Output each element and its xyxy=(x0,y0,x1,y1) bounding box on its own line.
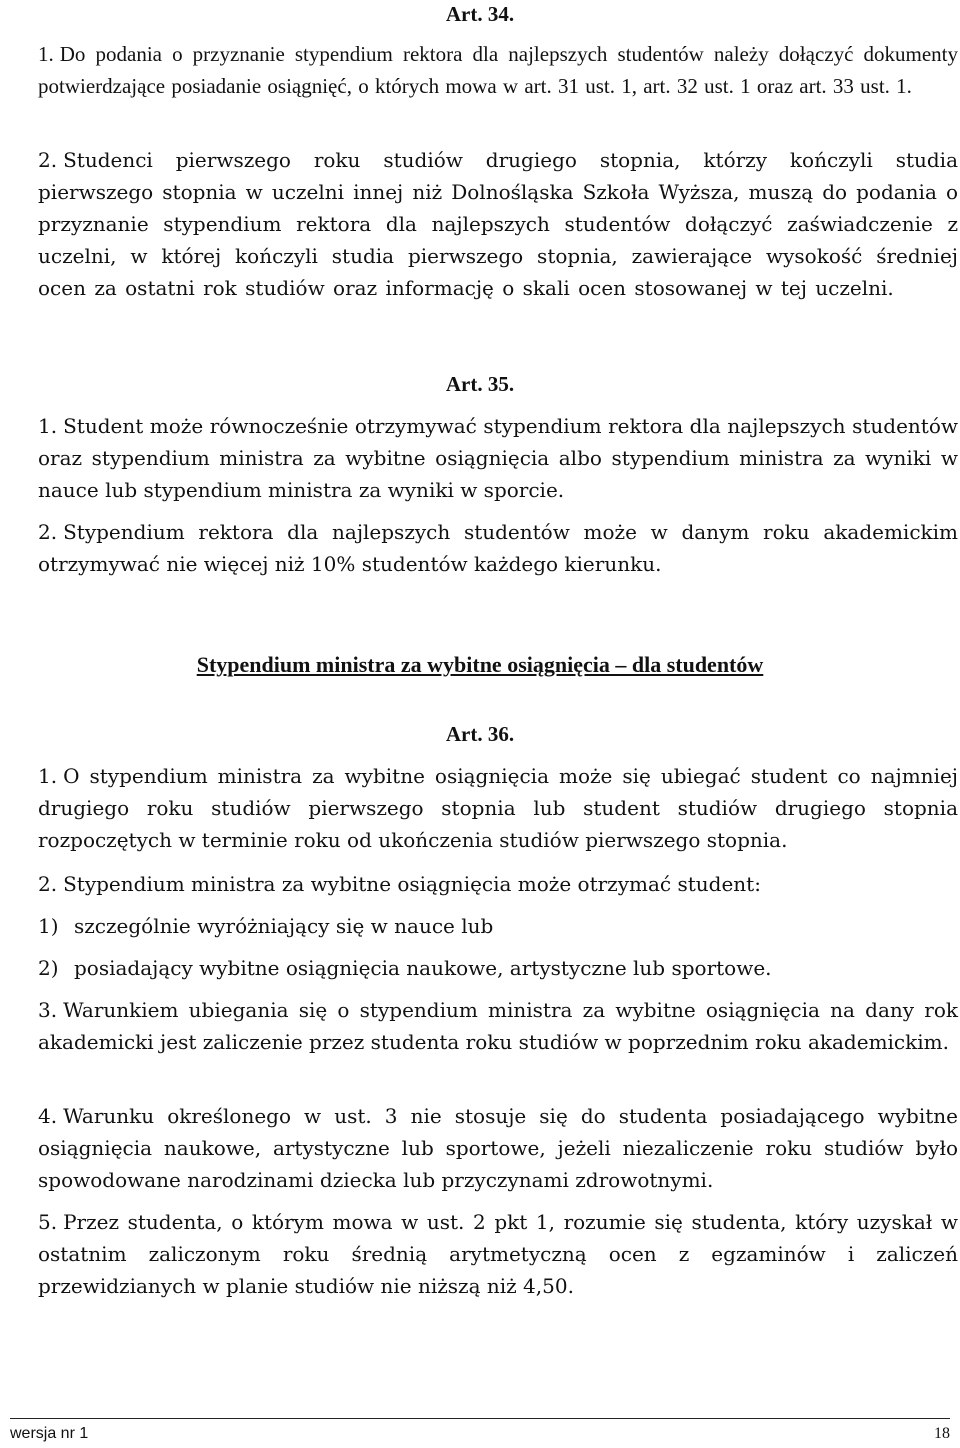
paragraph-number: 3. xyxy=(38,998,58,1022)
art-35-paragraph-1 xyxy=(38,410,958,506)
paragraph-text: Student może równocześnie otrzymywać stypendium rektora dla najlepszych studentów oraz stypendium ministra za wybitne osiągnięcia albo stypendium ministra za wyniki w nauce lub stypendium ministra za wyniki w sporcie. xyxy=(38,414,958,502)
page-number: 18 xyxy=(934,1425,950,1442)
paragraph-number: 2. xyxy=(38,520,58,544)
list-item-text: szczególnie wyróżniający się w nauce lub xyxy=(74,914,494,938)
paragraph-text: Stypendium rektora dla najlepszych studentów może w danym roku akademickim otrzymywać nie więcej niż 10% studentów każdego kierunku. xyxy=(38,520,958,576)
list-item-number: 2) xyxy=(38,956,59,980)
paragraph-number: 1. xyxy=(38,414,58,438)
art-36-paragraph-5 xyxy=(38,1206,958,1302)
paragraph-number: 2. xyxy=(38,148,58,172)
paragraph-text: Warunkiem ubiegania się o stypendium ministra za wybitne osiągnięcia na dany rok akademicki jest zaliczenie przez studenta roku studiów w poprzednim roku akademickim. xyxy=(38,998,958,1054)
paragraph-text: Stypendium ministra za wybitne osiągnięcia może otrzymać student: xyxy=(63,872,761,896)
paragraph-number: 1. xyxy=(38,42,54,66)
version-label: wersja nr 1 xyxy=(10,1425,89,1442)
section-title: Stypendium ministra za wybitne osiągnięcia – dla studentów xyxy=(196,652,764,677)
art-35-heading: Art. 35. xyxy=(445,372,515,396)
page-footer xyxy=(10,1418,950,1445)
art-36-paragraph-4 xyxy=(38,1100,958,1196)
art-36-heading: Art. 36. xyxy=(445,722,515,746)
paragraph-number: 4. xyxy=(38,1104,58,1128)
list-item xyxy=(38,952,958,984)
paragraph-number: 5. xyxy=(38,1210,58,1234)
paragraph-text: Warunku określonego w ust. 3 nie stosuje się do studenta posiadającego wybitne osiągnięcia naukowe, artystyczne lub sportowe, jeżeli niezaliczenie roku studiów było spowodowane narodzinami dziecka lub przyczynami zdrowotnymi. xyxy=(38,1104,958,1192)
art-34-heading: Art. 34. xyxy=(445,2,515,26)
paragraph-text: Do podania o przyznanie stypendium rektora dla najlepszych studentów należy dołączyć dokumenty potwierdzające posiadanie osiągnięć, o których mowa w art. 31 ust. 1, art. 32 ust. 1 oraz art. 33 ust. 1. xyxy=(38,42,958,98)
paragraph-text: O stypendium ministra za wybitne osiągnięcia może się ubiegać student co najmniej drugiego roku studiów pierwszego stopnia lub student studiów drugiego stopnia rozpoczętych w terminie roku od ukończenia studiów pierwszego stopnia. xyxy=(38,764,958,852)
paragraph-text: Studenci pierwszego roku studiów drugiego stopnia, którzy kończyli studia pierwszego stopnia w uczelni innej niż Dolnośląska Szkoła Wyższa, muszą do podania o przyznanie stypendium rektora dla najlepszych studentów dołączyć zaświadczenie z uczelni, w której kończyli studia pierwszego stopnia, zawierające wysokość średniej ocen za ostatni rok studiów oraz informację o skali ocen stosowanej w tej uczelni. xyxy=(38,148,958,300)
art-36-paragraph-1 xyxy=(38,760,958,856)
paragraph-number: 2. xyxy=(38,872,58,896)
art-35-paragraph-2 xyxy=(38,516,958,580)
list-item-number: 1) xyxy=(38,914,59,938)
list-item-text: posiadający wybitne osiągnięcia naukowe, artystyczne lub sportowe. xyxy=(74,956,772,980)
paragraph-number: 1. xyxy=(38,764,58,788)
art-36-paragraph-3 xyxy=(38,994,958,1058)
art-36-paragraph-2 xyxy=(38,868,958,900)
list-item xyxy=(38,910,958,942)
paragraph-text: Przez studenta, o którym mowa w ust. 2 pkt 1, rozumie się studenta, który uzyskał w ostatnim zaliczonym roku średnią arytmetyczną ocen z egzaminów i zaliczeń przewidzianych w planie studiów nie niższą niż 4,50. xyxy=(38,1210,958,1298)
art-34-paragraph-2 xyxy=(38,144,958,304)
art-34-paragraph-1 xyxy=(38,38,958,102)
